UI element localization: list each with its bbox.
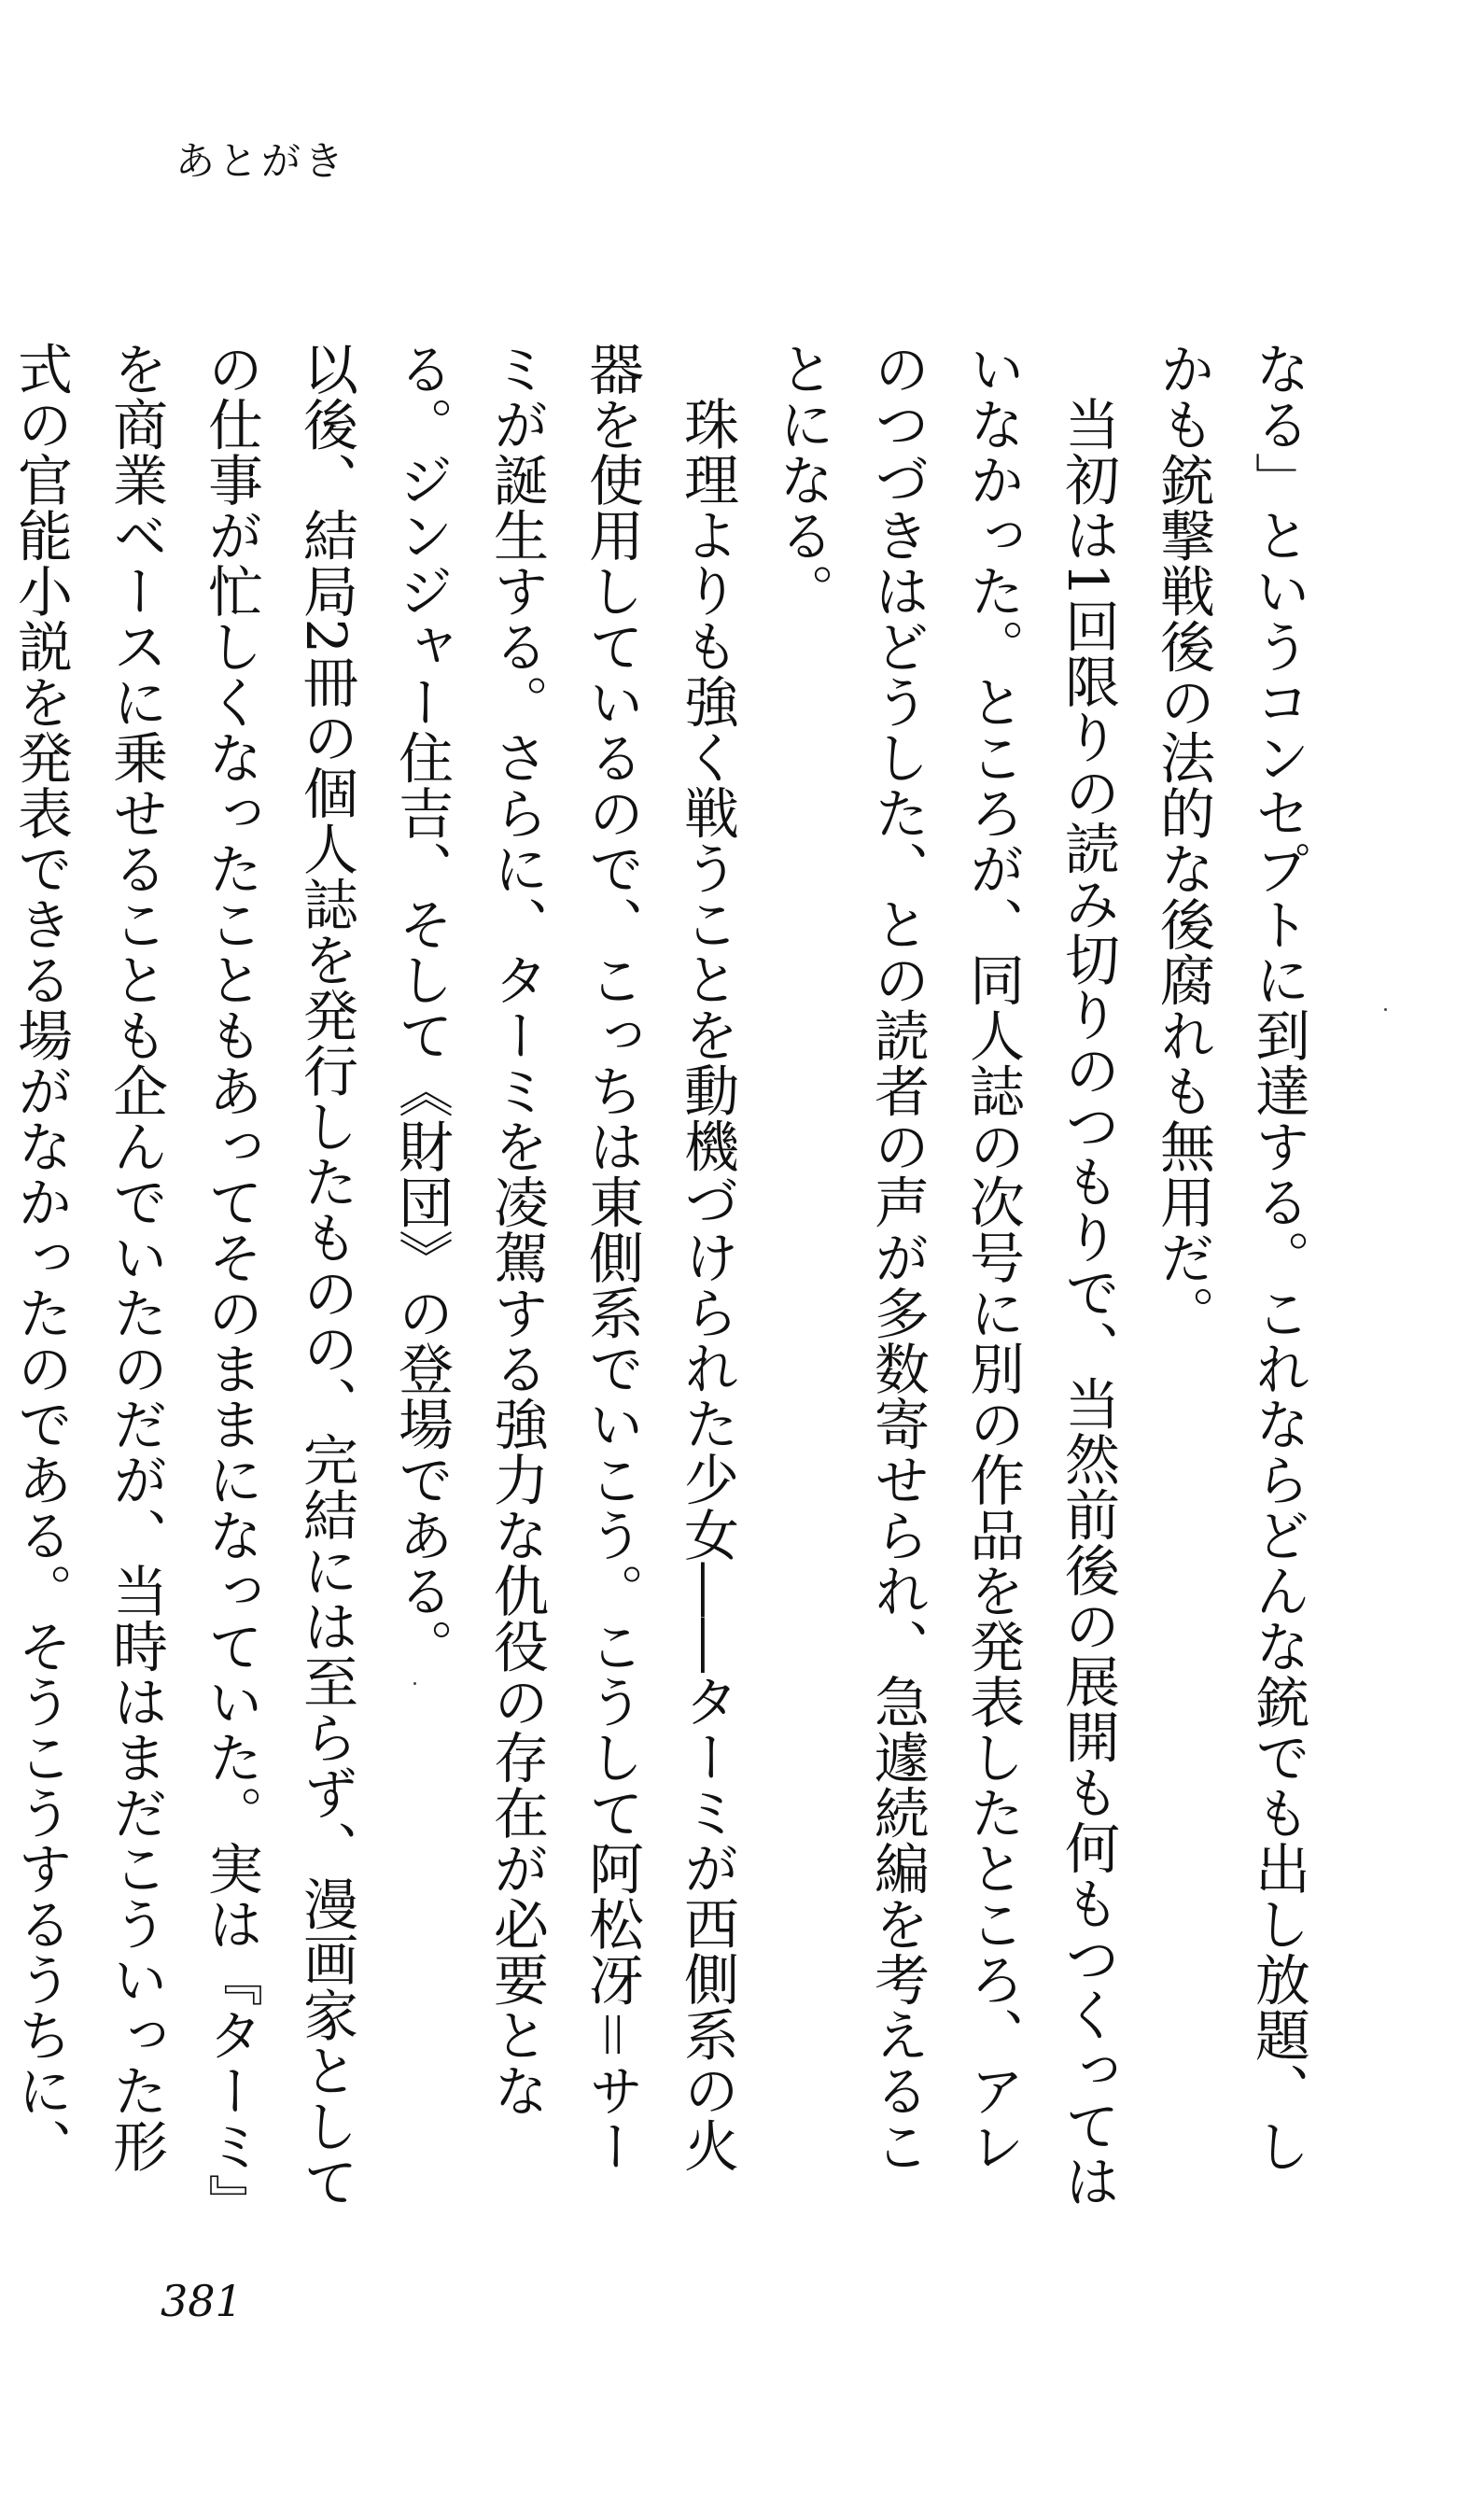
print-speck bbox=[1384, 1008, 1387, 1011]
paragraph: 当初は1回限りの読み切りのつもりで、当然前後の展開も何もつくってはいなかった。ところが、同人誌の次号に別の作品を発表したところ、アレのつづきはどうした、との読者の声が多数寄せられ、急遽続編を考えることになる。 bbox=[770, 341, 1120, 2210]
paragraph: 以後、結局2冊の個人誌を発行したものの、完結には至らず、漫画家としての仕事が忙しくなったこともあってそのままになっていた。実は『ターミ』を商業ベースに乗せることも企んでいたのだが、当時はまだこういった形式の官能小説を発表できる場がなかったのである。そうこうするうちに、 bbox=[8, 341, 358, 2210]
paragraph: なる」というコンセプトに到達する。これならどんな銃でも出し放題、しかも銃撃戦後の法的な後腐れも無用だ。 bbox=[1151, 341, 1310, 2174]
body-text bbox=[8, 341, 1325, 2226]
print-speck bbox=[413, 1682, 416, 1685]
page-number: 381 bbox=[161, 2276, 243, 2326]
running-head: あとがき bbox=[175, 138, 348, 184]
paragraph: 珠理よりも強く戦うことを動機づけられた少女――ターミが西側系の火器を使用しているので、こっちは東側系でいこう。こうして阿松冴＝サーミが誕生する。さらに、ターミを凌駕する強力な仇役の存在が必要となる。ジンジャー住吉、そして《財団》の登場である。 bbox=[389, 341, 739, 2174]
